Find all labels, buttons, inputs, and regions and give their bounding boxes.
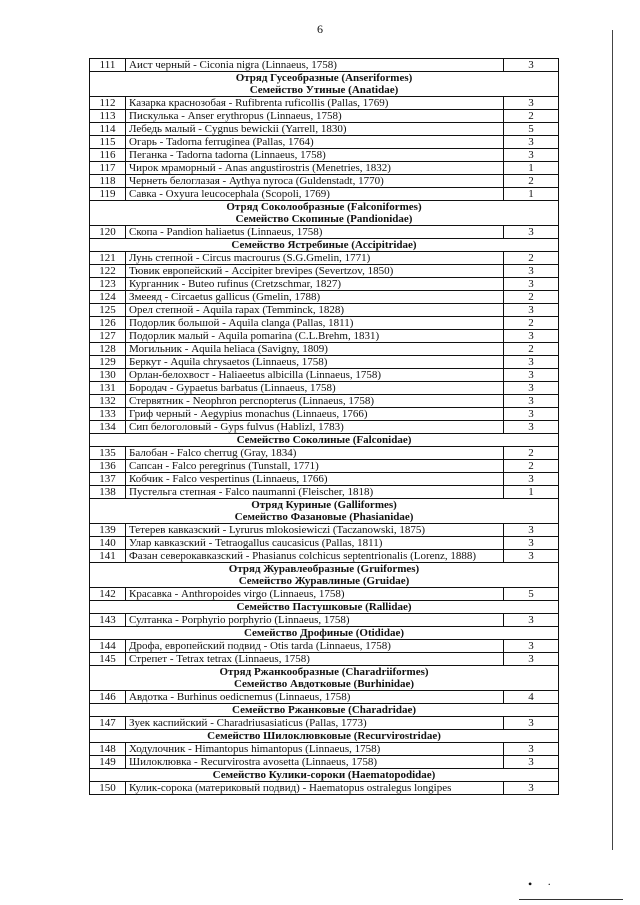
species-table-body [90,59,559,795]
species-row [90,447,559,460]
status-category: 3 [504,304,559,317]
species-number: 144 [90,640,126,653]
status-category: 3 [504,265,559,278]
species-number: 150 [90,782,126,795]
status-category: 2 [504,343,559,356]
taxon-header-line: Семейство Ржанковые (Charadridae) [231,704,416,716]
species-row [90,460,559,473]
species-name: Пеганка - Tadorna tadorna (Linnaeus, 1758) [126,149,504,162]
species-name: Аист черный - Ciconia nigra (Linnaeus, 1758) [126,59,504,72]
taxon-header-row [90,627,559,640]
species-number: 127 [90,330,126,343]
species-row [90,59,559,72]
species-row [90,743,559,756]
species-row [90,782,559,795]
status-category: 2 [504,460,559,473]
species-number: 129 [90,356,126,369]
taxon-header [90,563,559,588]
species-name: Тетерев кавказский - Lyrurus mlokosiewiczi (Taczanowski, 1875) [126,524,504,537]
status-category: 3 [504,550,559,563]
status-category: 2 [504,447,559,460]
page-number: 6 [317,22,323,36]
status-category: 3 [504,330,559,343]
status-category: 1 [504,486,559,499]
species-number: 113 [90,110,126,123]
taxon-header-row [90,563,559,588]
species-name: Кулик-сорока (материковый подвид) - Haematopus ostralegus longipes [126,782,504,795]
species-number: 133 [90,408,126,421]
species-number: 119 [90,188,126,201]
status-category: 3 [504,408,559,421]
taxon-header-line: Отряд Соколообразные (Falconiformes) [226,201,422,213]
species-name: Гриф черный - Aegypius monachus (Linnaeus, 1766) [126,408,504,421]
taxon-header-row [90,239,559,252]
species-row [90,537,559,550]
species-table [89,58,559,795]
status-category: 5 [504,588,559,601]
taxon-header [90,769,559,782]
status-category: 1 [504,162,559,175]
species-row [90,524,559,537]
species-name: Фазан северокавказский - Phasianus colchicus septentrionalis (Lorenz, 1888) [126,550,504,563]
species-name: Огарь - Tadorna ferruginea (Pallas, 1764) [126,136,504,149]
species-number: 131 [90,382,126,395]
taxon-header [90,730,559,743]
species-name: Пискулька - Anser erythropus (Linnaeus, 1758) [126,110,504,123]
taxon-header-line: Отряд Гусеобразные (Anseriformes) [235,72,413,84]
taxon-header-line: Семейство Утиные (Anatidae) [249,84,399,96]
species-name: Дрофа, европейский подвид - Otis tarda (Linnaeus, 1758) [126,640,504,653]
status-category: 1 [504,188,559,201]
taxon-header-line: Семейство Соколиные (Falconidae) [236,434,412,446]
species-name: Сип белоголовый - Gyps fulvus (Hablizl, 1783) [126,421,504,434]
status-category: 3 [504,421,559,434]
species-name: Шилоклювка - Recurvirostra avosetta (Linnaeus, 1758) [126,756,504,769]
taxon-header [90,499,559,524]
species-number: 142 [90,588,126,601]
taxon-header-row [90,601,559,614]
species-name: Сапсан - Falco peregrinus (Tunstall, 1771) [126,460,504,473]
status-category: 3 [504,640,559,653]
taxon-header-line: Семейство Пастушковые (Rallidae) [236,601,412,613]
taxon-header-line: Семейство Шилоклювковые (Recurvirostridae) [207,730,441,742]
species-name: Чернеть белоглазая - Aythya nyroca (Guldenstadt, 1770) [126,175,504,188]
species-name: Орел степной - Aquila rapax (Temminck, 1828) [126,304,504,317]
taxon-header-line: Семейство Кулики-сороки (Haematopodidae) [212,769,436,781]
species-row [90,486,559,499]
status-category: 3 [504,356,559,369]
status-category: 2 [504,291,559,304]
species-row [90,226,559,239]
species-row [90,343,559,356]
status-category: 3 [504,226,559,239]
species-number: 149 [90,756,126,769]
species-number: 126 [90,317,126,330]
species-number: 139 [90,524,126,537]
status-category: 3 [504,743,559,756]
species-name: Савка - Oxyura leucocephala (Scopoli, 1769) [126,188,504,201]
species-row [90,278,559,291]
status-category: 3 [504,278,559,291]
status-category: 3 [504,369,559,382]
species-name: Улар кавказский - Tetraogallus caucasicus (Pallas, 1811) [126,537,504,550]
taxon-header-line: Отряд Журавлеобразные (Gruiformes) [228,563,420,575]
taxon-header-row [90,730,559,743]
taxon-header-line: Семейство Журавлиные (Gruidae) [238,575,410,587]
taxon-header [90,627,559,640]
species-row [90,252,559,265]
species-row [90,717,559,730]
taxon-header [90,201,559,226]
species-number: 147 [90,717,126,730]
species-name: Пустельга степная - Falco naumanni (Fleischer, 1818) [126,486,504,499]
species-number: 121 [90,252,126,265]
species-row [90,304,559,317]
species-row [90,691,559,704]
status-category: 2 [504,317,559,330]
species-number: 140 [90,537,126,550]
taxon-header-row [90,434,559,447]
species-row [90,97,559,110]
taxon-header [90,666,559,691]
species-row [90,291,559,304]
taxon-header-row [90,499,559,524]
taxon-header-line: Отряд Куриные (Galliformes) [251,499,397,511]
status-category: 3 [504,524,559,537]
species-name: Могильник - Aquila heliaca (Savigny, 1809) [126,343,504,356]
species-row [90,588,559,601]
status-category: 2 [504,175,559,188]
taxon-header-row [90,769,559,782]
species-row [90,265,559,278]
status-category: 4 [504,691,559,704]
species-number: 120 [90,226,126,239]
species-row [90,550,559,563]
species-name: Тювик европейский - Accipiter brevipes (Severtzov, 1850) [126,265,504,278]
species-row [90,162,559,175]
species-number: 137 [90,473,126,486]
species-row [90,149,559,162]
species-row [90,408,559,421]
species-row [90,421,559,434]
species-row [90,473,559,486]
species-number: 146 [90,691,126,704]
species-row [90,330,559,343]
taxon-header-line: Семейство Дрофиные (Otididae) [243,627,405,639]
species-row [90,640,559,653]
taxon-header [90,239,559,252]
species-row [90,317,559,330]
species-name: Лунь степной - Circus macrourus (S.G.Gmelin, 1771) [126,252,504,265]
species-number: 115 [90,136,126,149]
species-row [90,653,559,666]
species-row [90,188,559,201]
species-row [90,123,559,136]
species-number: 134 [90,421,126,434]
species-row [90,369,559,382]
species-number: 114 [90,123,126,136]
species-name: Змееяд - Circaetus gallicus (Gmelin, 1788) [126,291,504,304]
status-category: 2 [504,110,559,123]
species-number: 145 [90,653,126,666]
species-row [90,110,559,123]
status-category: 3 [504,59,559,72]
species-number: 122 [90,265,126,278]
taxon-header [90,434,559,447]
taxon-header-row [90,704,559,717]
species-row [90,756,559,769]
species-number: 124 [90,291,126,304]
species-name: Подорлик большой - Aquila clanga (Pallas, 1811) [126,317,504,330]
species-name: Стрепет - Tetrax tetrax (Linnaeus, 1758) [126,653,504,666]
species-name: Красавка - Anthropoides virgo (Linnaeus, 1758) [126,588,504,601]
species-number: 116 [90,149,126,162]
taxon-header [90,601,559,614]
species-name: Лебедь малый - Cygnus bewickii (Yarrell, 1830) [126,123,504,136]
species-number: 141 [90,550,126,563]
species-number: 136 [90,460,126,473]
species-name: Орлан-белохвост - Haliaeetus albicilla (Linnaeus, 1758) [126,369,504,382]
species-name: Ходулочник - Himantopus himantopus (Linnaeus, 1758) [126,743,504,756]
footer-marks: • · [528,877,558,891]
status-category: 2 [504,252,559,265]
species-number: 138 [90,486,126,499]
species-number: 118 [90,175,126,188]
status-category: 3 [504,717,559,730]
taxon-header-row [90,666,559,691]
species-name: Авдотка - Burhinus oedicnemus (Linnaeus, 1758) [126,691,504,704]
species-number: 123 [90,278,126,291]
taxon-header-line: Семейство Скопиные (Pandionidae) [235,213,413,225]
species-number: 125 [90,304,126,317]
species-number: 135 [90,447,126,460]
species-row [90,136,559,149]
status-category: 3 [504,782,559,795]
species-name: Скопа - Pandion haliaetus (Linnaeus, 1758) [126,226,504,239]
species-row [90,175,559,188]
margin-rule [612,30,613,850]
species-name: Балобан - Falco cherrug (Gray, 1834) [126,447,504,460]
status-category: 3 [504,537,559,550]
status-category: 3 [504,149,559,162]
status-category: 3 [504,97,559,110]
species-name: Чирок мраморный - Anas angustirostris (Menetries, 1832) [126,162,504,175]
signature-line [519,899,623,900]
species-number: 128 [90,343,126,356]
status-category: 3 [504,653,559,666]
taxon-header [90,72,559,97]
species-number: 117 [90,162,126,175]
species-row [90,382,559,395]
species-number: 132 [90,395,126,408]
species-number: 111 [90,59,126,72]
species-name: Казарка краснозобая - Rufibrenta ruficollis (Pallas, 1769) [126,97,504,110]
taxon-header-line: Отряд Ржанкообразные (Charadriiformes) [219,666,429,678]
species-name: Султанка - Porphyrio porphyrio (Linnaeus, 1758) [126,614,504,627]
status-category: 3 [504,614,559,627]
status-category: 3 [504,136,559,149]
status-category: 5 [504,123,559,136]
taxon-header-line: Семейство Ястребиные (Accipitridae) [231,239,417,251]
species-row [90,395,559,408]
status-category: 3 [504,382,559,395]
status-category: 3 [504,473,559,486]
species-name: Кобчик - Falco vespertinus (Linnaeus, 1766) [126,473,504,486]
species-name: Зуек каспийский - Charadriusasiaticus (Pallas, 1773) [126,717,504,730]
taxon-header-row [90,72,559,97]
species-name: Беркут - Aquila chrysaetos (Linnaeus, 1758) [126,356,504,369]
species-number: 143 [90,614,126,627]
status-category: 3 [504,395,559,408]
taxon-header [90,704,559,717]
species-row [90,614,559,627]
taxon-header-line: Семейство Авдотковые (Burhinidae) [233,678,415,690]
species-name: Подорлик малый - Aquila pomarina (C.L.Brehm, 1831) [126,330,504,343]
taxon-header-line: Семейство Фазановые (Phasianidae) [234,511,414,523]
species-number: 148 [90,743,126,756]
species-name: Стервятник - Neophron percnopterus (Linnaeus, 1758) [126,395,504,408]
taxon-header-row [90,201,559,226]
species-number: 130 [90,369,126,382]
status-category: 3 [504,756,559,769]
species-row [90,356,559,369]
species-number: 112 [90,97,126,110]
species-name: Курганник - Buteo rufinus (Cretzschmar, 1827) [126,278,504,291]
species-name: Бородач - Gypaetus barbatus (Linnaeus, 1758) [126,382,504,395]
